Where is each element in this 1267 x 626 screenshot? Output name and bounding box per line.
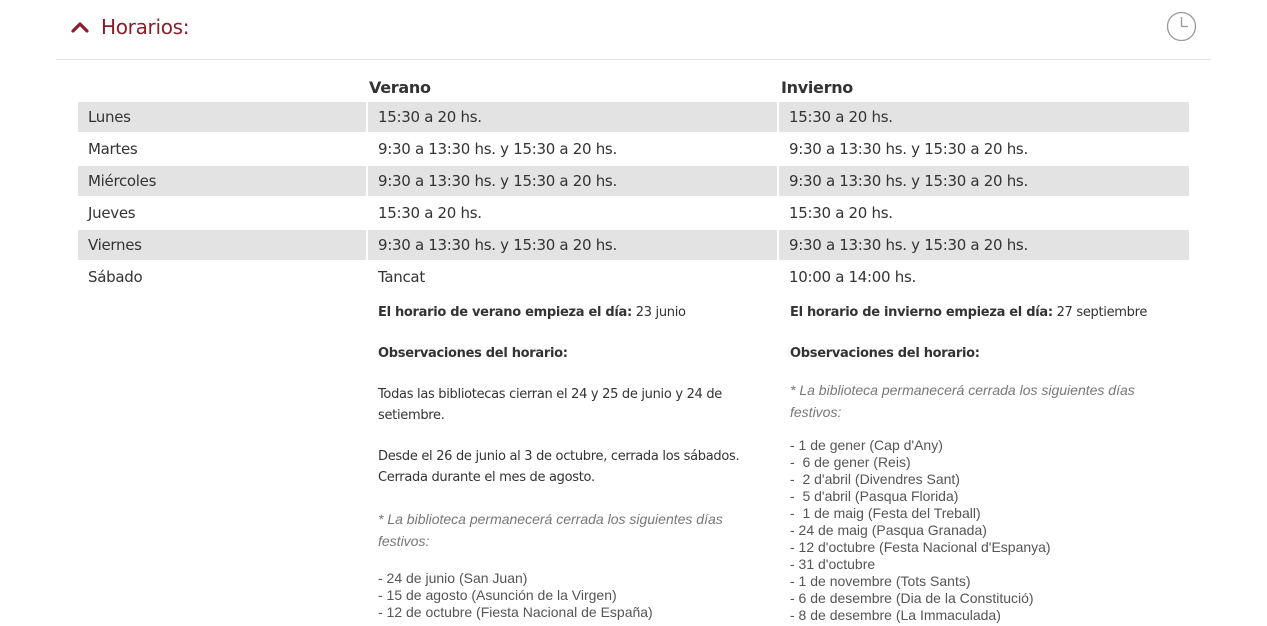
invierno-cell: 15:30 a 20 hs.: [779, 102, 1189, 132]
list-item: - 1 de gener (Cap d'Any): [790, 437, 943, 453]
invierno-cell: 9:30 a 13:30 hs. y 15:30 a 20 hs.: [779, 166, 1189, 196]
verano-cell: 9:30 a 13:30 hs. y 15:30 a 20 hs.: [378, 140, 617, 158]
invierno-cell: 9:30 a 13:30 hs. y 15:30 a 20 hs.: [789, 140, 1028, 158]
list-item: - 31 d'octubre: [790, 556, 876, 572]
verano-start-label: El horario de verano empieza el día:: [378, 305, 632, 320]
invierno-cell: 10:00 a 14:00 hs.: [789, 268, 916, 286]
list-item: - 1 de novembre (Tots Sants): [790, 573, 971, 589]
table-row: [78, 134, 1189, 164]
section-title[interactable]: Horarios:: [101, 15, 190, 39]
invierno-observations-label: Observaciones del horario:: [790, 346, 980, 361]
horarios-header[interactable]: [56, 0, 1211, 60]
invierno-cell: 9:30 a 13:30 hs. y 15:30 a 20 hs.: [779, 230, 1189, 260]
verano-holidays-intro: * La biblioteca permanecerá cerrada los siguientes días festivos:: [378, 511, 723, 549]
list-item: - 8 de desembre (La Immaculada): [790, 607, 1001, 623]
column-header-verano: Verano: [369, 78, 431, 97]
invierno-notes: [790, 305, 1160, 624]
list-item: - 12 de octubre (Fiesta Nacional de España): [378, 604, 653, 620]
day-cell: Viernes: [78, 230, 366, 260]
list-item: - 24 de maig (Pasqua Granada): [790, 522, 987, 538]
verano-cell: 15:30 a 20 hs.: [368, 102, 777, 132]
table-row: [78, 166, 1189, 196]
list-item: - 12 d'octubre (Festa Nacional d'Espanya): [790, 539, 1051, 555]
day-cell: Miércoles: [78, 166, 366, 196]
chevron-up-icon[interactable]: [70, 19, 90, 35]
invierno-holidays-intro: * La biblioteca permanecerá cerrada los siguientes días festivos:: [790, 382, 1135, 420]
invierno-start: [790, 305, 1160, 320]
verano-note-paragraph: Cerrada durante el mes de agosto.: [378, 470, 595, 485]
list-item: - 24 de junio (San Juan): [378, 570, 528, 586]
verano-notes: [378, 305, 748, 621]
table-row: [78, 198, 1189, 228]
list-item: - 6 de desembre (Dia de la Constitució): [790, 590, 1034, 606]
list-item: - 5 d'abril (Pasqua Florida): [790, 488, 959, 504]
invierno-cell: 15:30 a 20 hs.: [789, 204, 893, 222]
verano-observations-label: Observaciones del horario:: [378, 346, 568, 361]
day-cell: Jueves: [88, 204, 136, 222]
day-cell: Lunes: [78, 102, 366, 132]
verano-cell: 15:30 a 20 hs.: [378, 204, 482, 222]
day-cell: Sábado: [88, 268, 143, 286]
table-row: [78, 102, 1189, 132]
list-item: - 6 de gener (Reis): [790, 454, 911, 470]
verano-cell: 9:30 a 13:30 hs. y 15:30 a 20 hs.: [368, 230, 777, 260]
verano-note-paragraph: Desde el 26 de junio al 3 de octubre, cerrada los sábados.: [378, 449, 740, 464]
verano-start: [378, 305, 748, 320]
day-cell: Martes: [88, 140, 138, 158]
list-item: - 2 d'abril (Divendres Sant): [790, 471, 960, 487]
invierno-start-date: 27 septiembre: [1056, 305, 1148, 320]
verano-cell: 9:30 a 13:30 hs. y 15:30 a 20 hs.: [368, 166, 777, 196]
verano-cell: Tancat: [378, 268, 425, 286]
table-row: [78, 262, 1189, 292]
verano-note-paragraph: Todas las bibliotecas cierran el 24 y 25 de junio y 24 de setiembre.: [378, 387, 722, 423]
invierno-holidays-list: [790, 437, 1160, 624]
list-item: - 15 de agosto (Asunción de la Virgen): [378, 587, 617, 603]
clock-icon: [1166, 11, 1197, 42]
verano-start-date: 23 junio: [635, 305, 686, 320]
column-header-invierno: Invierno: [781, 78, 853, 97]
list-item: - 1 de maig (Festa del Treball): [790, 505, 981, 521]
invierno-start-label: El horario de invierno empieza el día:: [790, 305, 1053, 320]
table-row: [78, 230, 1189, 260]
verano-holidays-list: [378, 570, 748, 621]
